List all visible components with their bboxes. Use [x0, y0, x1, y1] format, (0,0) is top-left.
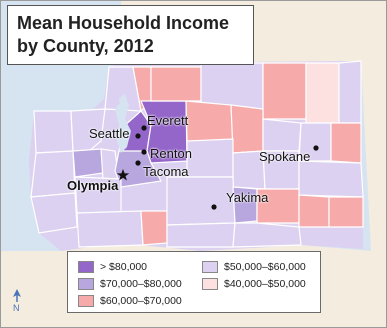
legend-swatch: [78, 278, 94, 290]
legend-label: $40,000–$50,000: [224, 278, 306, 290]
county-whatcom-east: [151, 67, 201, 101]
legend-label: $60,000–$70,000: [100, 295, 182, 307]
county-ferry: [263, 63, 306, 119]
city-dot-spokane: [313, 145, 318, 150]
city-label-yakima: Yakima: [226, 190, 269, 205]
legend-swatch: [78, 261, 94, 273]
county-okanogan: [201, 63, 263, 109]
county-stevens: [306, 63, 339, 123]
legend-swatch: [202, 278, 218, 290]
legend-label: $50,000–$60,000: [224, 261, 306, 273]
city-label-everett: Everett: [147, 113, 189, 128]
city-label-seattle: Seattle: [89, 126, 130, 141]
county-spokane: [331, 123, 361, 163]
county-kittitas: [187, 139, 233, 177]
county-klickitat: [167, 223, 235, 247]
legend-swatch: [78, 295, 94, 307]
county-pend-oreille: [339, 61, 361, 123]
county-columbia: [299, 195, 329, 227]
county-walla-walla: [233, 223, 301, 247]
county-pacific: [31, 193, 77, 233]
legend-swatch: [202, 261, 218, 273]
county-chelan: [186, 101, 233, 143]
city-dot-seattle: [135, 133, 140, 138]
county-mason: [73, 149, 103, 177]
city-label-tacoma: Tacoma: [143, 164, 189, 179]
city-label-renton: Renton: [150, 146, 192, 161]
county-skamania: [141, 211, 167, 245]
county-clallam: [34, 111, 73, 153]
map-title-box: [7, 5, 254, 65]
north-arrow-label: N: [13, 303, 20, 313]
legend-label: $70,000–$80,000: [100, 278, 182, 290]
city-dot-renton: [141, 149, 146, 154]
city-dot-tacoma: [135, 160, 140, 165]
map-title-line2: by County, 2012: [17, 36, 154, 56]
map-title-line1: Mean Household Income: [17, 13, 230, 33]
county-cowlitz-clark: [77, 211, 143, 247]
county-yakima: [167, 177, 235, 225]
county-garfield-asotin: [329, 197, 363, 227]
legend-label: > $80,000: [100, 261, 148, 273]
county-whitman: [299, 161, 363, 197]
city-dot-yakima: [211, 204, 216, 209]
city-dot-everett: [141, 125, 146, 130]
county-douglas: [231, 105, 263, 153]
map-legend: [67, 251, 321, 313]
county-lincoln: [263, 119, 301, 151]
city-label-spokane: Spokane: [259, 149, 311, 164]
city-label-olympia: Olympia: [67, 178, 119, 193]
